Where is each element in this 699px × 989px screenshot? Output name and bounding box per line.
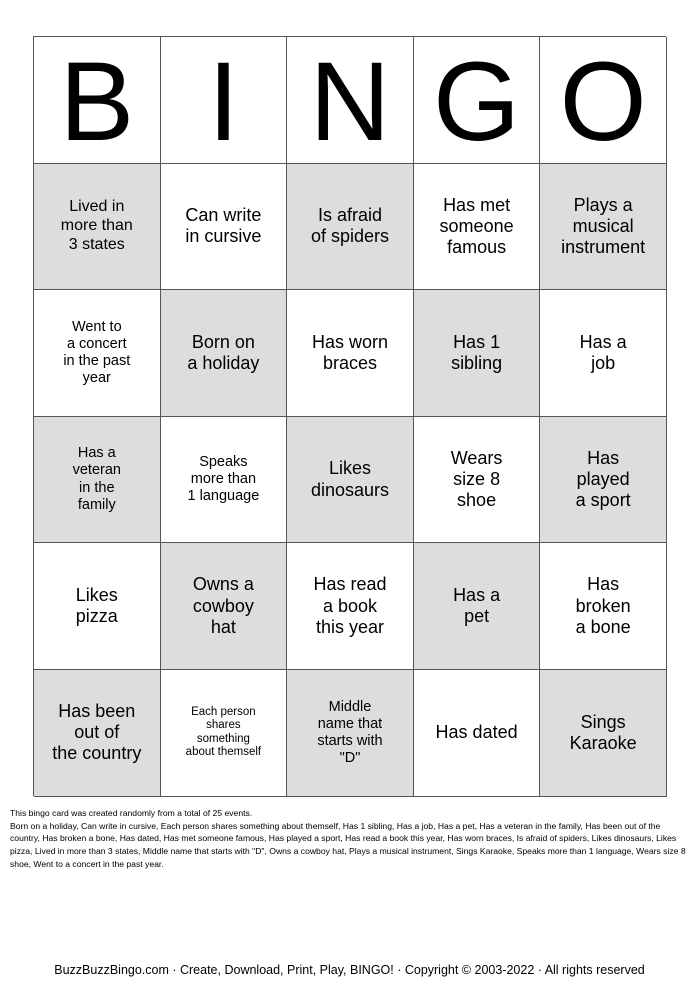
bingo-cell: Has met someone famous bbox=[414, 164, 541, 291]
bingo-cell: Has a pet bbox=[414, 543, 541, 670]
bingo-cell: Went to a concert in the past year bbox=[34, 290, 161, 417]
card-notes bbox=[10, 807, 690, 871]
notes-event-list: Born on a holiday, Can write in cursive, Each person shares something about themself, Has 1 sibling, Has a job, Has a pet, Has a veteran in the family, Has been out of the country, Has broken a bone, Has dated, Has met someone famous, Has played a sport, Has read a book this year, Has worn braces, Is afraid of spiders, Likes dinosaurs, Likes pizza, Lived in more than 3 states, Middle name that starts with "D", Owns a cowboy hat, Plays a musical instrument, Sings Karaoke, Speaks more than 1 language, Wears size 8 shoe, Went to a concert in the past year. bbox=[10, 820, 686, 869]
bingo-cell: Has played a sport bbox=[540, 417, 667, 544]
bingo-cell: Has been out of the country bbox=[34, 670, 161, 797]
bingo-cell: Each person shares something about themself bbox=[161, 670, 288, 797]
bingo-cell: Speaks more than 1 language bbox=[161, 417, 288, 544]
header-letter-b: B bbox=[34, 37, 161, 164]
site-footer: BuzzBuzzBingo.com · Create, Download, Print, Play, BINGO! · Copyright © 2003-2022 · All rights reserved bbox=[54, 963, 645, 977]
bingo-cell: Has worn braces bbox=[287, 290, 414, 417]
header-letter-g: G bbox=[414, 37, 541, 164]
header-letter-i: I bbox=[161, 37, 288, 164]
bingo-cell: Has a job bbox=[540, 290, 667, 417]
bingo-card bbox=[33, 36, 666, 796]
bingo-row bbox=[34, 417, 666, 544]
bingo-cell: Has broken a bone bbox=[540, 543, 667, 670]
bingo-row bbox=[34, 290, 666, 417]
bingo-cell: Is afraid of spiders bbox=[287, 164, 414, 291]
bingo-cell: Lived in more than 3 states bbox=[34, 164, 161, 291]
bingo-cell: Has dated bbox=[414, 670, 541, 797]
bingo-cell: Plays a musical instrument bbox=[540, 164, 667, 291]
bingo-cell: Born on a holiday bbox=[161, 290, 288, 417]
bingo-cell: Wears size 8 shoe bbox=[414, 417, 541, 544]
bingo-cell: Owns a cowboy hat bbox=[161, 543, 288, 670]
bingo-cell: Has 1 sibling bbox=[414, 290, 541, 417]
bingo-header-row bbox=[34, 37, 666, 164]
header-letter-n: N bbox=[287, 37, 414, 164]
notes-intro: This bingo card was created randomly from a total of 25 events. bbox=[10, 808, 253, 818]
bingo-row bbox=[34, 670, 666, 797]
header-letter-o: O bbox=[540, 37, 667, 164]
bingo-row bbox=[34, 164, 666, 291]
bingo-cell: Has a veteran in the family bbox=[34, 417, 161, 544]
bingo-cell: Can write in cursive bbox=[161, 164, 288, 291]
bingo-row bbox=[34, 543, 666, 670]
bingo-cell: Sings Karaoke bbox=[540, 670, 667, 797]
bingo-cell: Middle name that starts with "D" bbox=[287, 670, 414, 797]
bingo-cell: Likes pizza bbox=[34, 543, 161, 670]
bingo-cell: Has read a book this year bbox=[287, 543, 414, 670]
bingo-cell: Likes dinosaurs bbox=[287, 417, 414, 544]
